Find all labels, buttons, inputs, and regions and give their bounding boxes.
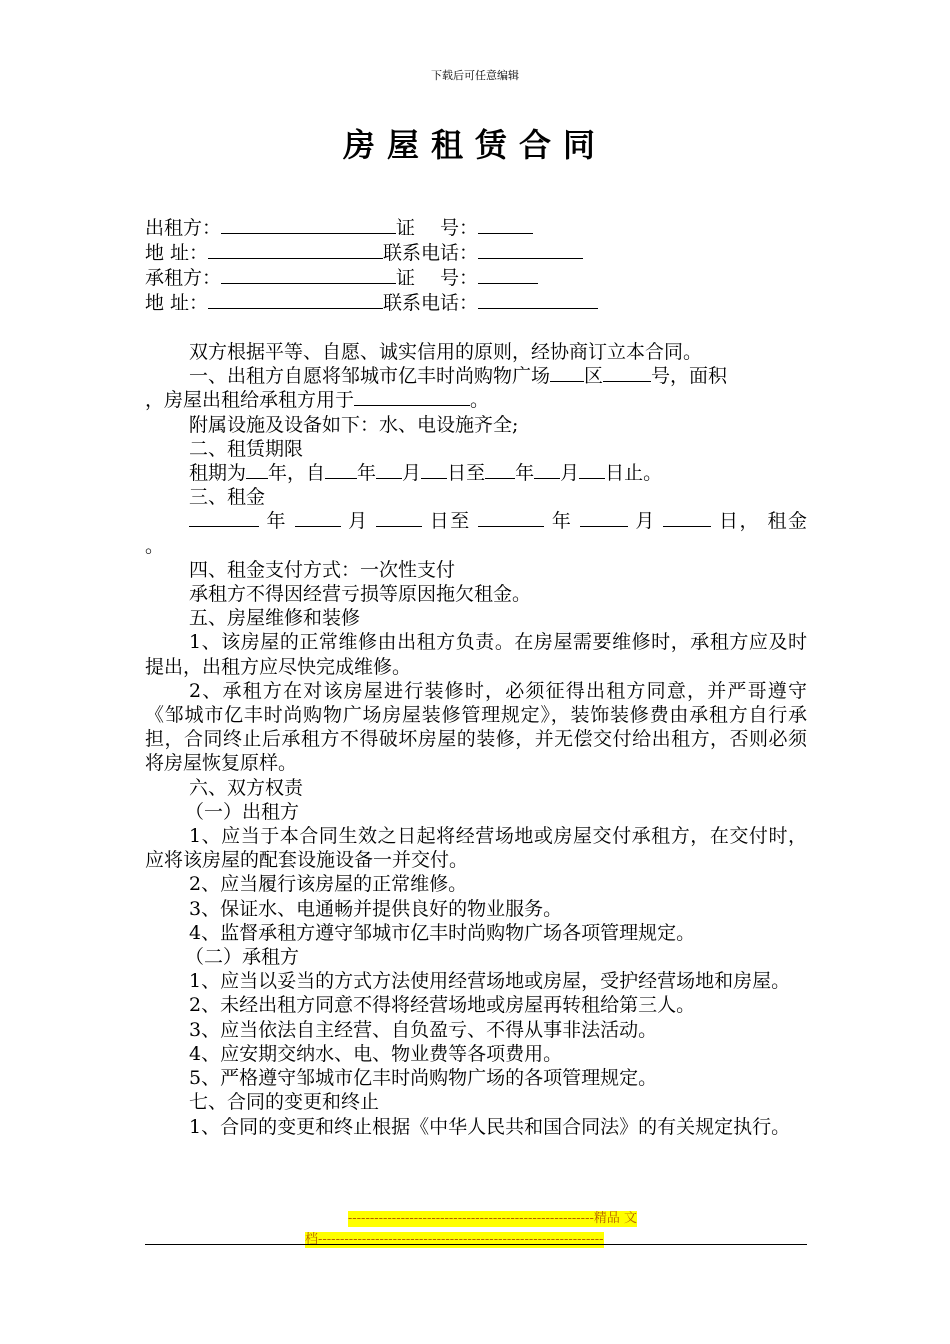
section-6-lessee-item-3: 3、应当依法自主经营、自负盈亏、不得从事非法活动。 — [189, 1018, 658, 1041]
s2-text-b: 年，自 — [268, 462, 326, 485]
s2-text-h: 日止。 — [605, 462, 663, 485]
s2-text-c: 年 — [357, 462, 377, 485]
s1-number-blank — [603, 364, 651, 382]
section-6-lessor-item-1: 1、应当于本合同生效之日起将经营场地或房屋交付承租方，在交付时，应将该房屋的配套设施设备一并交付。 — [145, 825, 807, 872]
footer-banner-line-1: --------------------------------------------------------精品 文 — [347, 1211, 637, 1226]
lessee-phone-label: 联系电话： — [383, 292, 479, 314]
s3-year-2: 年 — [551, 510, 573, 533]
lessor-address-row — [145, 240, 598, 265]
section-1-paragraph — [145, 364, 807, 388]
s2-text-g: 月 — [560, 462, 580, 485]
lessor-row — [145, 215, 598, 240]
lessee-row — [145, 265, 598, 290]
lessee-id-blank — [478, 265, 538, 284]
footer-banner — [305, 1211, 645, 1253]
rent-period-paragraph — [145, 509, 807, 533]
footer-banner-line-2: 档----------------------------------------------------------------- — [305, 1232, 604, 1247]
lessee-address-row — [145, 290, 598, 315]
s2-text-d: 月 — [402, 462, 422, 485]
section-7-title: 七、合同的变更和终止 — [189, 1091, 380, 1114]
lessor-id-label: 证 号： — [396, 217, 479, 239]
s2-end-year-blank — [485, 461, 515, 479]
lessor-label: 出租方： — [145, 217, 222, 239]
lessor-address-label: 地 址： — [145, 242, 209, 264]
s3-day-1: 日至 — [429, 510, 471, 533]
s2-start-month-blank — [376, 461, 402, 479]
s2-end-day-blank — [579, 461, 605, 479]
s3-month-2: 月 — [635, 510, 656, 533]
s3-end-day-blank — [663, 509, 711, 527]
lessee-blank — [221, 265, 396, 284]
lessor-phone-blank — [478, 240, 583, 259]
s3-end-month-blank — [580, 509, 628, 527]
section-1-continued — [145, 388, 807, 412]
section-5-title: 五、房屋维修和装修 — [189, 607, 361, 630]
s1-text-c: 号，面积 — [651, 365, 728, 388]
section-6-title: 六、双方权责 — [189, 776, 304, 799]
s2-start-year-blank — [325, 461, 357, 479]
s1-text-b: 区 — [584, 365, 604, 388]
s3-start-month-blank — [295, 509, 341, 527]
section-5-item-1: 1、该房屋的正常维修由出租方负责。在房屋需要维修时，承租方应及时提出，出租方应尽快完成维修。 — [145, 631, 807, 678]
section-7-item-1: 1、合同的变更和终止根据《中华人民共和国合同法》的有关规定执行。 — [189, 1115, 791, 1138]
lease-term-paragraph — [145, 461, 807, 485]
s2-text-e: 日至 — [447, 462, 486, 485]
section-4-title: 四、租金支付方式：一次性支付 — [189, 558, 456, 581]
section-5-item-2: 2、承租方在对该房屋进行装修时，必须征得出租方同意，并严哥遵守《邹城市亿丰时尚购物广场房屋装修管理规定》，装饰装修费由承租方自行承担，合同终止后承租方不得破坏房屋的装修，并无偿交付给出租方，否则必须将房屋恢复原样。 — [145, 679, 807, 775]
s1-usage-blank — [354, 388, 470, 406]
s3-start-year-blank — [189, 509, 259, 527]
section-6-lessor-item-2: 2、应当履行该房屋的正常维修。 — [189, 873, 468, 896]
section-6-lessee-heading: （二）承租方 — [185, 946, 300, 969]
section-6-lessee-item-2: 2、未经出租方同意不得将经营场地或房屋再转租给第三人。 — [189, 994, 696, 1017]
s2-text-a: 租期为 — [189, 462, 247, 485]
header-note: 下载后可任意编辑 — [431, 69, 519, 82]
section-2-title: 二、租赁期限 — [189, 437, 304, 460]
section-4-text: 承租方不得因经营亏损等原因拖欠租金。 — [189, 583, 532, 606]
s1-zone-blank — [550, 364, 584, 382]
lessor-id-blank — [478, 215, 533, 234]
s3-start-day-blank — [376, 509, 422, 527]
section-6-lessor-heading: （一）出租方 — [185, 800, 300, 823]
s1-text-e: 。 — [470, 389, 490, 412]
section-6-lessee-item-1: 1、应当以妥当的方式方法使用经营场地或房屋，受护经营场地和房屋。 — [189, 970, 791, 993]
s3-month-1: 月 — [348, 510, 369, 533]
s2-end-month-blank — [534, 461, 560, 479]
section-3-title: 三、租金 — [189, 486, 266, 509]
lessee-id-label: 证 号： — [396, 267, 479, 289]
s2-text-f: 年 — [515, 462, 535, 485]
contract-body — [145, 340, 807, 1139]
s3-day-2: 日， — [719, 510, 760, 533]
section-6-lessor-item-3: 3、保证水、电通畅并提供良好的物业服务。 — [189, 897, 563, 920]
s3-rent-label: 租金 — [767, 510, 808, 533]
section-6-lessor-item-4: 4、监督承租方遵守邹城市亿丰时尚购物广场各项管理规定。 — [189, 921, 696, 944]
lessee-label: 承租方： — [145, 267, 222, 289]
s2-years-blank — [246, 461, 268, 479]
s1-text-d: ，房屋出租给承租方用于 — [145, 389, 355, 412]
rent-period-end: 。 — [145, 534, 165, 557]
s3-year-1: 年 — [266, 510, 288, 533]
lessor-address-blank — [208, 240, 383, 259]
section-6-lessee-item-5: 5、严格遵守邹城市亿丰时尚购物广场的各项管理规定。 — [189, 1067, 658, 1090]
facilities-paragraph: 附属设施及设备如下：水、电设施齐全; — [189, 413, 519, 436]
s2-start-day-blank — [421, 461, 447, 479]
s3-end-year-blank — [478, 509, 544, 527]
lessee-address-label: 地 址： — [145, 292, 209, 314]
lessee-phone-blank — [478, 290, 598, 309]
section-6-lessee-item-4: 4、应安期交纳水、电、物业费等各项费用。 — [189, 1042, 563, 1065]
party-info — [145, 215, 598, 315]
bottom-rule — [145, 1244, 807, 1245]
s1-text-a: 一、出租方自愿将邹城市亿丰时尚购物广场 — [189, 365, 551, 388]
lessee-address-blank — [208, 290, 383, 309]
lessor-blank — [221, 215, 396, 234]
document-title: 房屋租赁合同 — [342, 126, 607, 164]
intro-paragraph: 双方根据平等、自愿、诚实信用的原则，经协商订立本合同。 — [189, 341, 703, 363]
lessor-phone-label: 联系电话： — [383, 242, 479, 264]
